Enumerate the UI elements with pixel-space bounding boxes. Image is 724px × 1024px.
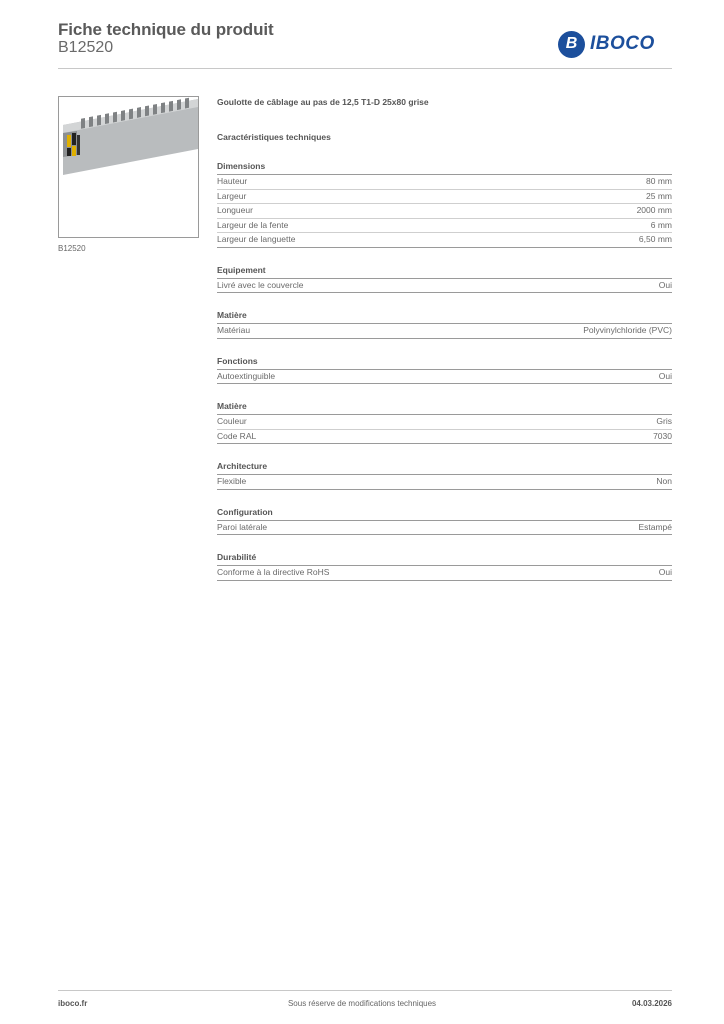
spec-label: Hauteur xyxy=(217,176,248,186)
spec-label: Largeur de languette xyxy=(217,234,296,244)
spec-label: Livré avec le couvercle xyxy=(217,279,304,290)
logo-mark-icon: B xyxy=(558,31,585,58)
footer-divider xyxy=(58,990,672,991)
spec-value: Oui xyxy=(658,567,672,577)
spec-value: 80 mm xyxy=(646,176,672,186)
image-caption: B12520 xyxy=(58,244,86,253)
spec-group xyxy=(217,551,672,581)
product-code: B12520 xyxy=(58,39,114,56)
spec-group-title: Matière xyxy=(217,400,672,415)
spec-row xyxy=(217,430,672,445)
logo-text: IBOCO xyxy=(590,33,655,54)
spec-row xyxy=(217,279,672,294)
product-name: Goulotte de câblage au pas de 12,5 T1-D 25x80 grise xyxy=(217,97,429,107)
spec-value: Polyvinylchloride (PVC) xyxy=(583,325,672,335)
spec-label: Largeur xyxy=(217,190,247,201)
spec-label: Couleur xyxy=(217,416,247,426)
spec-row xyxy=(217,370,672,385)
specs-heading: Caractéristiques techniques xyxy=(217,132,331,142)
spec-value: 6 mm xyxy=(650,219,672,230)
spec-value: 6,50 mm xyxy=(638,234,672,244)
spec-label: Flexible xyxy=(217,476,247,486)
spec-label: Longueur xyxy=(217,205,253,215)
spec-group xyxy=(217,160,672,248)
spec-group xyxy=(217,309,672,339)
spec-group-title: Dimensions xyxy=(217,160,672,175)
spec-row xyxy=(217,415,672,430)
spec-group-title: Equipement xyxy=(217,264,672,279)
spec-row xyxy=(217,190,672,205)
spec-row xyxy=(217,204,672,219)
page-title: Fiche technique du produit xyxy=(58,20,274,39)
footer-website: iboco.fr xyxy=(58,999,88,1008)
spec-label: Code RAL xyxy=(217,430,257,441)
spec-value: Oui xyxy=(658,279,672,290)
spec-group-title: Fonctions xyxy=(217,355,672,370)
spec-value: 2000 mm xyxy=(636,205,672,215)
footer-date: 04.03.2026 xyxy=(631,999,672,1008)
spec-group-title: Configuration xyxy=(217,506,672,521)
cable-duct-icon xyxy=(59,97,198,237)
spec-group xyxy=(217,400,672,444)
spec-row xyxy=(217,521,672,536)
header-divider xyxy=(58,68,672,69)
spec-value: 25 mm xyxy=(646,190,672,201)
spec-value: Estampé xyxy=(638,521,672,532)
spec-group xyxy=(217,355,672,385)
spec-value: Non xyxy=(656,476,672,486)
spec-content xyxy=(217,96,672,581)
spec-row xyxy=(217,324,672,339)
spec-group xyxy=(217,506,672,536)
spec-row xyxy=(217,175,672,190)
spec-value: 7030 xyxy=(653,430,672,441)
product-image xyxy=(58,96,199,238)
spec-label: Matériau xyxy=(217,325,251,335)
spec-row xyxy=(217,219,672,234)
spec-row xyxy=(217,566,672,581)
spec-row xyxy=(217,233,672,248)
spec-row xyxy=(217,475,672,490)
spec-group-title: Durabilité xyxy=(217,551,672,566)
spec-group-title: Architecture xyxy=(217,460,672,475)
spec-label: Largeur de la fente xyxy=(217,219,289,230)
spec-value: Gris xyxy=(656,416,672,426)
spec-group xyxy=(217,264,672,294)
spec-group xyxy=(217,460,672,490)
iboco-logo xyxy=(558,29,655,59)
spec-value: Oui xyxy=(658,370,672,381)
spec-label: Autoextinguible xyxy=(217,370,276,381)
footer-disclaimer: Sous réserve de modifications techniques xyxy=(287,999,437,1008)
spec-groups xyxy=(217,160,672,581)
spec-group-title: Matière xyxy=(217,309,672,324)
spec-label: Conforme à la directive RoHS xyxy=(217,567,330,577)
spec-label: Paroi latérale xyxy=(217,521,268,532)
